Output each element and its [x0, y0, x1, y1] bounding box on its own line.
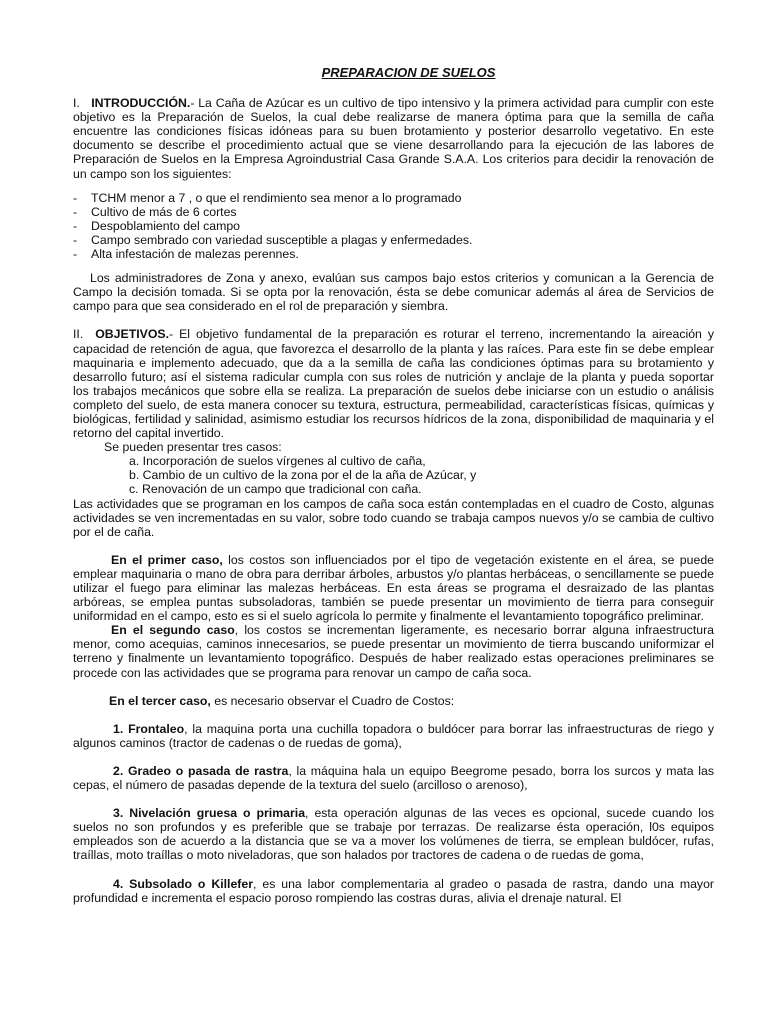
- second-case-paragraph: [73, 623, 714, 679]
- operation-label: 4. Subsolado o Killefer: [113, 876, 254, 891]
- operation-frontaleo: [73, 722, 714, 750]
- list-item: - Cultivo de más de 6 cortes: [73, 204, 237, 219]
- operation-text: , la maquina porta una cuchilla topadora o buldócer para borrar las infraestructuras de riego y algunos caminos (tractor de cadenas o de ruedas de goma),: [73, 721, 715, 750]
- operation-gradeo: [73, 764, 714, 792]
- operation-text: , es una labor complementaria al gradeo o pasada de rastra, dando una mayor profundidad e incrementa el espacio poroso rompiendo las costras duras, alivia el drenaje natural. El: [73, 876, 714, 905]
- activities-paragraph: Las actividades que se programan en los campos de caña soca están contempladas en el cuadro de Costo, algunas actividades se ven incrementadas en su valor, sobre todo cuando se trabaja campos nuevos y/o se cambia de cultivo por el de caña.: [73, 496, 714, 539]
- third-case-paragraph: [73, 694, 714, 708]
- first-case-label: En el primer caso,: [111, 552, 223, 567]
- renewal-criteria-list: [73, 191, 714, 261]
- objectives-paragraph: [73, 327, 714, 440]
- cases-intro: Se pueden presentar tres casos:: [104, 440, 282, 455]
- intro-text: - La Caña de Azúcar es un cultivo de tipo intensivo y la primera actividad para cumplir con este objetivo es la Preparación de Suelos, la cual debe realizarse de manera óptima para que la semilla de caña encuentre las condiciones físicas idóneas para su buen brotamiento y posterior desarrollo vegetativo. En este documento se describe el procedimiento actual que se viene desarrollando para la ejecución de las labores de Preparación de Suelos en la Empresa Agroindustrial Casa Grande S.A.A. Los criterios para decidir la renovación de un campo son los siguientes:: [73, 96, 714, 181]
- third-case-text: es necesario observar el Cuadro de Costos:: [210, 693, 455, 708]
- operation-text: , la máquina hala un equipo Beegrome pesado, borra los surcos y mata las cepas, el número de pasadas depende de la textura del suelo (arcilloso o arenoso),: [73, 763, 715, 793]
- second-case-label: En el segundo caso: [111, 623, 235, 638]
- operation-label: 3. Nivelación gruesa o primaria: [113, 806, 306, 821]
- list-item: - Campo sembrado con variedad susceptible a plagas y enfermedades.: [73, 232, 473, 247]
- operation-label: 1. Frontaleo: [113, 721, 185, 736]
- list-item: b. Cambio de un cultivo de la zona por el de la aña de Azúcar, y: [129, 468, 477, 483]
- cases-list: [73, 454, 714, 496]
- operation-label: 2. Gradeo o pasada de rastra: [113, 763, 289, 778]
- admin-paragraph: Los administradores de Zona y anexo, evalúan sus campos bajo estos criterios y comunican a la Gerencia de Campo la decisión tomada. Si se opta por la renovación, ésta se debe comunicar además al área de Servicios de campo para que sea considerado en el rol de preparación y siembra.: [73, 271, 714, 314]
- third-case-label: En el tercer caso,: [109, 693, 211, 708]
- list-item: a. Incorporación de suelos vírgenes al cultivo de caña,: [129, 454, 426, 469]
- operation-subsolado: [73, 877, 714, 905]
- objectives-number: II.: [73, 327, 84, 342]
- operation-nivelacion: [73, 806, 714, 862]
- list-item: - Despoblamiento del campo: [73, 218, 241, 233]
- objectives-heading: OBJETIVOS.: [95, 327, 170, 342]
- intro-number: I.: [73, 96, 80, 111]
- list-item: - Alta infestación de malezas perennes.: [73, 247, 299, 262]
- second-case-text: , los costos se incrementan ligeramente, es necesario borrar alguna infraestructura menor, como acequias, caminos innecesarios, se puede presentar un movimiento de tierra buscando uniformizar el terreno y finalmente un levantamiento topográfico. Después de haber realizado estas operaciones preliminares se procede con las actividades que se programa para renovar un campo de caña soca.: [73, 623, 715, 680]
- operation-text: , esta operación algunas de las veces es opcional, sucede cuando los suelos no son profundos y es preferible que se trabaje por terrazas. De realizarse ésta operación, l0s equipos empleados son de acuerdo a la distancia que se va a mover los volúmenes de tierra, se emplean buldócer, rufas, traíllas, moto traíllas o moto niveladoras, que son halados por tractores de cadena o de ruedas de goma,: [73, 806, 714, 863]
- first-case-paragraph: [73, 553, 714, 623]
- intro-heading: INTRODUCCIÓN.: [91, 96, 191, 111]
- list-item: c. Renovación de un campo que tradicional con caña.: [129, 482, 422, 497]
- list-item: - TCHM menor a 7 , o que el rendimiento sea menor a lo programado: [73, 190, 462, 205]
- first-case-text: los costos son influenciados por el tipo de vegetación existente en el área, se puede emplear maquinaria o mano de obra para derribar árboles, arbustos y/o plantas herbáceas, o sencillamente se puede utilizar el fuego para eliminar las malezas herbáceas. En esta áreas se programa el desraizado de las plantas arbóreas, se emplea puntas subsoladoras, también se puede presentar un movimiento de tierra para conseguir uniformidad en el campo, esto es si el suelo agrícola lo permite y finalmente el levantamiento topográfico preliminar.: [73, 552, 714, 624]
- intro-paragraph: [73, 96, 714, 181]
- document-title: PREPARACION DE SUELOS: [321, 65, 496, 80]
- objectives-text: - El objetivo fundamental de la preparación es roturar el terreno, incrementando la aireación y capacidad de retención de agua, que favorezca el desarrollo de la planta y las raíces. Para este fin se debe emplear maquinaria e implemento adecuado, que da a la semilla de caña las condiciones óptimas para su brotamiento y desarrollo futuro; así el sistema radicular cumpla con sus roles de nutrición y anclaje de la planta y pueda soportar los trabajos mecánicos que sobre ella se realiza. La preparación de suelos debe iniciarse con un estudio o análisis completo del suelo, de esta manera conocer su textura, estructura, permeabilidad, características físicas, químicas y biológicas, fertilidad y salinidad, asimismo estudiar los recursos hídricos de la zona, disponibilidad de maquinaria y el retorno del capital invertido.: [73, 327, 714, 441]
